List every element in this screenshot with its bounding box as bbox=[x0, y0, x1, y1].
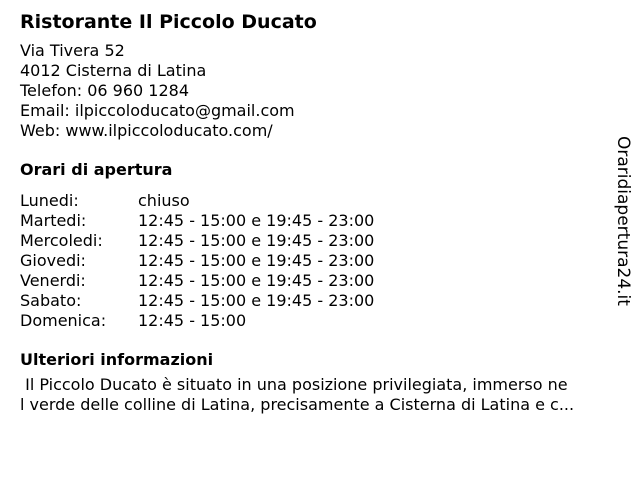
restaurant-name: Ristorante Il Piccolo Ducato bbox=[20, 11, 317, 33]
phone-number: Telefon: 06 960 1284 bbox=[20, 81, 190, 100]
hours-value: 12:45 - 15:00 e 19:45 - 23:00 bbox=[138, 211, 375, 230]
hours-row bbox=[20, 191, 600, 211]
hours-value: 12:45 - 15:00 bbox=[138, 311, 247, 330]
day-label: Sabato: bbox=[20, 291, 82, 310]
opening-hours-table bbox=[20, 191, 600, 331]
more-info-heading: Ulteriori informazioni bbox=[20, 350, 214, 369]
hours-row bbox=[20, 271, 600, 291]
day-label: Lunedi: bbox=[20, 191, 79, 210]
day-label: Domenica: bbox=[20, 311, 107, 330]
street-address: Via Tivera 52 bbox=[20, 41, 125, 60]
day-label: Mercoledi: bbox=[20, 231, 103, 250]
city-address: 4012 Cisterna di Latina bbox=[20, 61, 207, 80]
description-text bbox=[20, 375, 625, 415]
hours-value: 12:45 - 15:00 e 19:45 - 23:00 bbox=[138, 231, 375, 250]
hours-value: 12:45 - 15:00 e 19:45 - 23:00 bbox=[138, 271, 375, 290]
email-address: Email: ilpiccoloducato@gmail.com bbox=[20, 101, 295, 120]
restaurant-card bbox=[20, 10, 600, 415]
description-line-2: l verde delle colline di Latina, precisamente a Cisterna di Latina e c... bbox=[20, 395, 575, 414]
hours-row bbox=[20, 251, 600, 271]
description-line-1: Il Piccolo Ducato è situato in una posizione privilegiata, immerso ne bbox=[20, 375, 568, 394]
day-label: Martedi: bbox=[20, 211, 87, 230]
hours-row bbox=[20, 291, 600, 311]
day-label: Giovedi: bbox=[20, 251, 86, 270]
day-label: Venerdi: bbox=[20, 271, 86, 290]
website: Web: www.ilpiccoloducato.com/ bbox=[20, 121, 273, 140]
contact-block bbox=[20, 41, 600, 141]
hours-row bbox=[20, 211, 600, 231]
hours-row bbox=[20, 231, 600, 251]
site-watermark: Oraridiapertura24.it bbox=[613, 136, 633, 306]
hours-value: 12:45 - 15:00 e 19:45 - 23:00 bbox=[138, 291, 375, 310]
opening-hours-heading: Orari di apertura bbox=[20, 160, 173, 179]
hours-row bbox=[20, 311, 600, 331]
hours-value: 12:45 - 15:00 e 19:45 - 23:00 bbox=[138, 251, 375, 270]
hours-value: chiuso bbox=[138, 191, 190, 210]
